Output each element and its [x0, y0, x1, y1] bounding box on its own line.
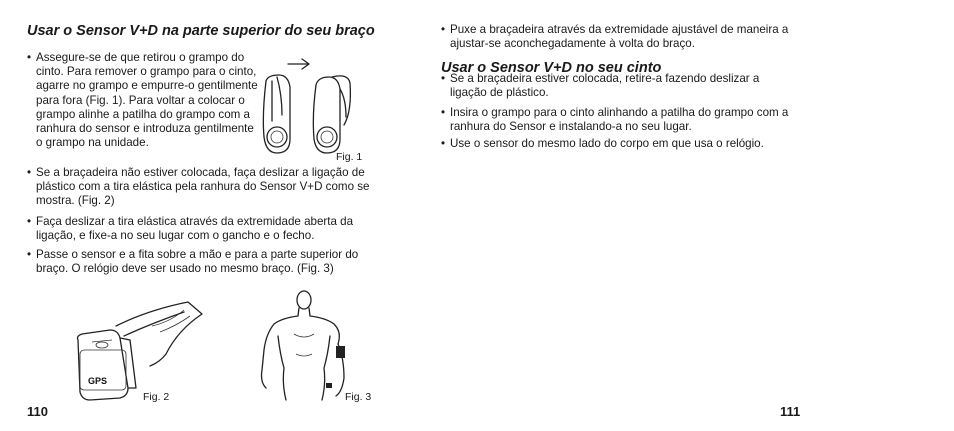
- bullet-pull-strap: • Puxe a braçadeira através da extremidade ajustável de maneira a ajustar-se aconchegadamente à volta do braço.: [441, 23, 815, 51]
- bullet-upper-arm: • Passe o sensor e a fita sobre a mão e para a parte superior do braço. O relógio deve ser usado no mesmo braço. (Fig. 3): [27, 248, 381, 276]
- bullet-strap-through: • Faça deslizar a tira elástica através da extremidade aberta da ligação, e fixe-a no seu lugar com o gancho e o fecho.: [27, 215, 381, 243]
- left-heading: Usar o Sensor V+D na parte superior do seu braço: [27, 23, 375, 39]
- bullet-same-side: • Use o sensor do mesmo lado do corpo em que usa o relógio.: [441, 137, 830, 151]
- fig1-caption: Fig. 1: [336, 151, 363, 163]
- fig1-clip-illustration: [252, 55, 372, 155]
- page-number-right: 111: [780, 404, 801, 419]
- bullet-remove-armband: • Se a braçadeira estiver colocada, retire-a fazendo deslizar a ligação de plástico.: [441, 72, 790, 100]
- device-gps-label: GPS: [88, 376, 108, 386]
- page-number-left: 110: [27, 404, 48, 419]
- right-heading: Usar o Sensor V+D no seu cinto: [441, 60, 662, 76]
- bullet-slide-link: • Se a braçadeira não estiver colocada, faça deslizar a ligação de plástico com a tira elástica pela ranhura do Sensor V+D como se mostra. (Fig. 2): [27, 166, 381, 209]
- fig3-body-illustration: [252, 288, 362, 406]
- arrow-right-icon: [288, 59, 309, 69]
- bullet-insert-clip: • Insira o grampo para o cinto alinhando a patilha do grampo com a ranhura do Sensor e instalando-a no seu lugar.: [441, 106, 795, 134]
- fig2-caption: Fig. 2: [143, 391, 170, 403]
- fig3-caption: Fig. 3: [345, 391, 372, 403]
- bullet-remove-clip: • Assegure-se de que retirou o grampo do cinto. Para remover o grampo para o cinto, agarre no grampo e empurre-o gentilmente para fora (Fig. 1). Para voltar a colocar o grampo alinhe a patilha do grampo com a ranhura do sensor e introduza gentilmente o grampo na unidade.: [27, 51, 261, 150]
- fig2-strap-illustration: [68, 296, 208, 406]
- right-page: [441, 0, 954, 431]
